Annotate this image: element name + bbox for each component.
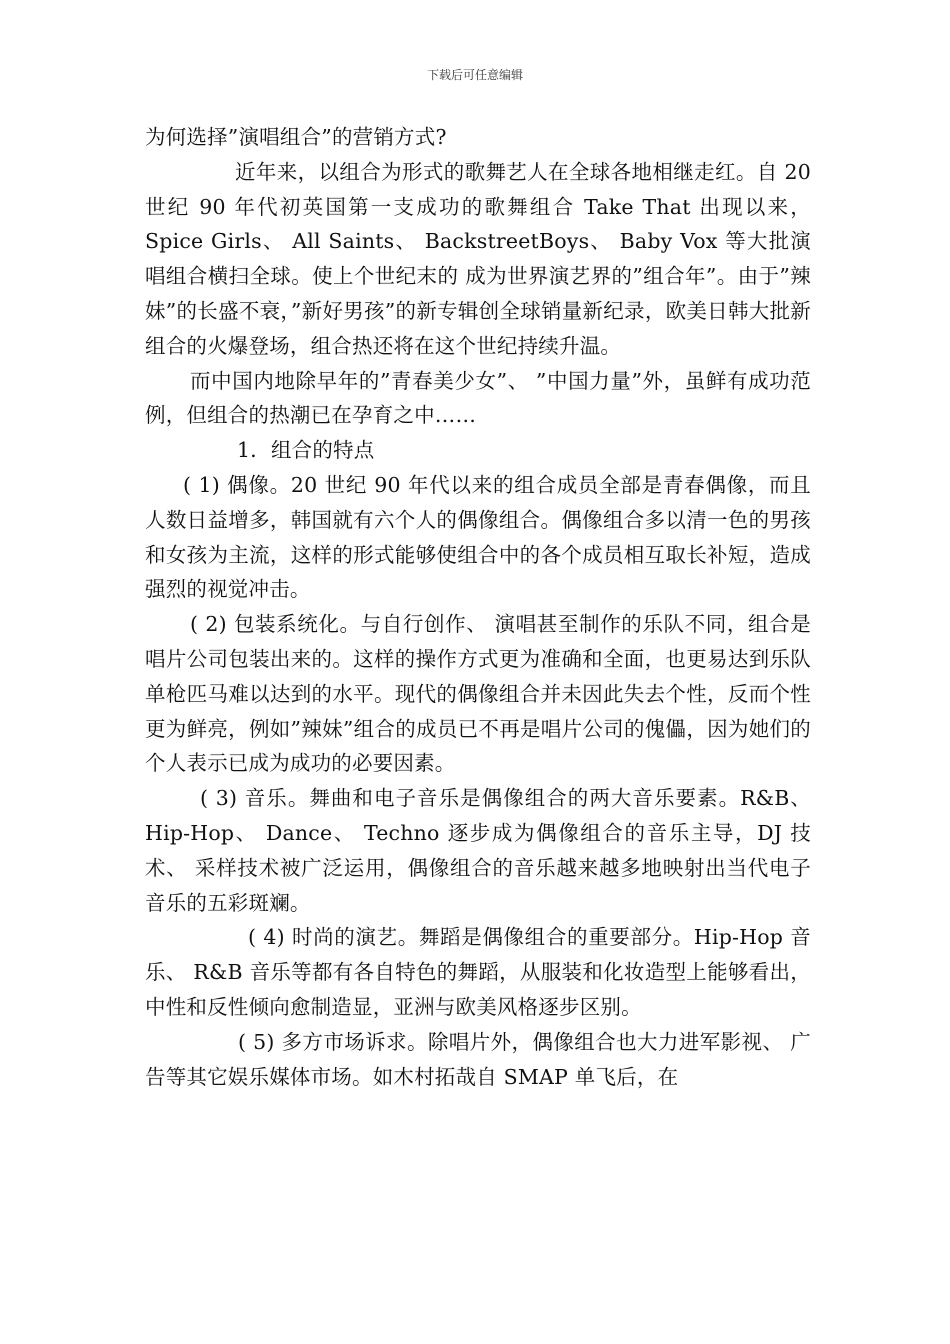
section-heading: 1．组合的特点: [237, 438, 375, 463]
paragraph-intro: 近年来，以组合为形式的歌舞艺人在全球各地相继走红。自 20 世纪 90 年代初英国第一支成功的歌舞组合 Take That 出现以来，Spice Girls、 All Saints、 BackstreetBoys、 Baby Vox 等大批演唱组合横扫全球。使上个世纪末的 成为世界演艺界的”组合年”。由于”辣妹”的长盛不衰，”新好男孩”的新专辑创全球销量新纪录，欧美日韩大批新组合的火爆登场，组合热还将在这个世纪持续升温。: [145, 159, 811, 358]
paragraph-point-5: ( 5) 多方市场诉求。除唱片外，偶像组合也大力进军影视、 广告等其它娱乐媒体市场。如木村拓哉自 SMAP 单飞后，在: [145, 1029, 811, 1089]
page-header: 下载后可任意编辑: [426, 68, 523, 82]
paragraph-point-3: ( 3) 音乐。舞曲和电子音乐是偶像组合的两大音乐要素。R&B、 Hip-Hop、 Dance、 Techno 逐步成为偶像组合的音乐主导，DJ 技术、 采样技术被广泛运用，偶像组合的音乐越来越多地映射出当代电子音乐的五彩斑斓。: [145, 786, 811, 915]
document-title: 为何选择”演唱组合”的营销方式?: [145, 125, 447, 149]
paragraph-point-2: ( 2) 包装系统化。与自行创作、 演唱甚至制作的乐队不同，组合是唱片公司包装出来的。这样的操作方式更为准确和全面，也更易达到乐队单枪匹马难以达到的水平。现代的偶像组合并未因此失去个性，反而个性更为鲜亮，例如”辣妹”组合的成员已不再是唱片公司的傀儡，因为她们的个人表示已成为成功的必要因素。: [145, 612, 811, 776]
document-body: [145, 120, 811, 1094]
paragraph-point-1: ( 1) 偶像。20 世纪 90 年代以来的组合成员全部是青春偶像，而且人数日益增多，韩国就有六个人的偶像组合。偶像组合多以清一色的男孩和女孩为主流，这样的形式能够使组合中的各个成员相互取长补短，造成强烈的视觉冲击。: [145, 472, 811, 602]
paragraph-china: 而中国内地除早年的”青春美少女”、 ”中国力量”外，虽鲜有成功范例，但组合的热潮已在孕育之中……: [145, 368, 811, 428]
paragraph-point-4: ( 4) 时尚的演艺。舞蹈是偶像组合的重要部分。Hip-Hop 音乐、 R&B 音乐等都有各自特色的舞蹈，从服装和化妆造型上能够看出，中性和反性倾向愈制造显，亚洲与欧美风格逐步区别。: [145, 925, 811, 1019]
